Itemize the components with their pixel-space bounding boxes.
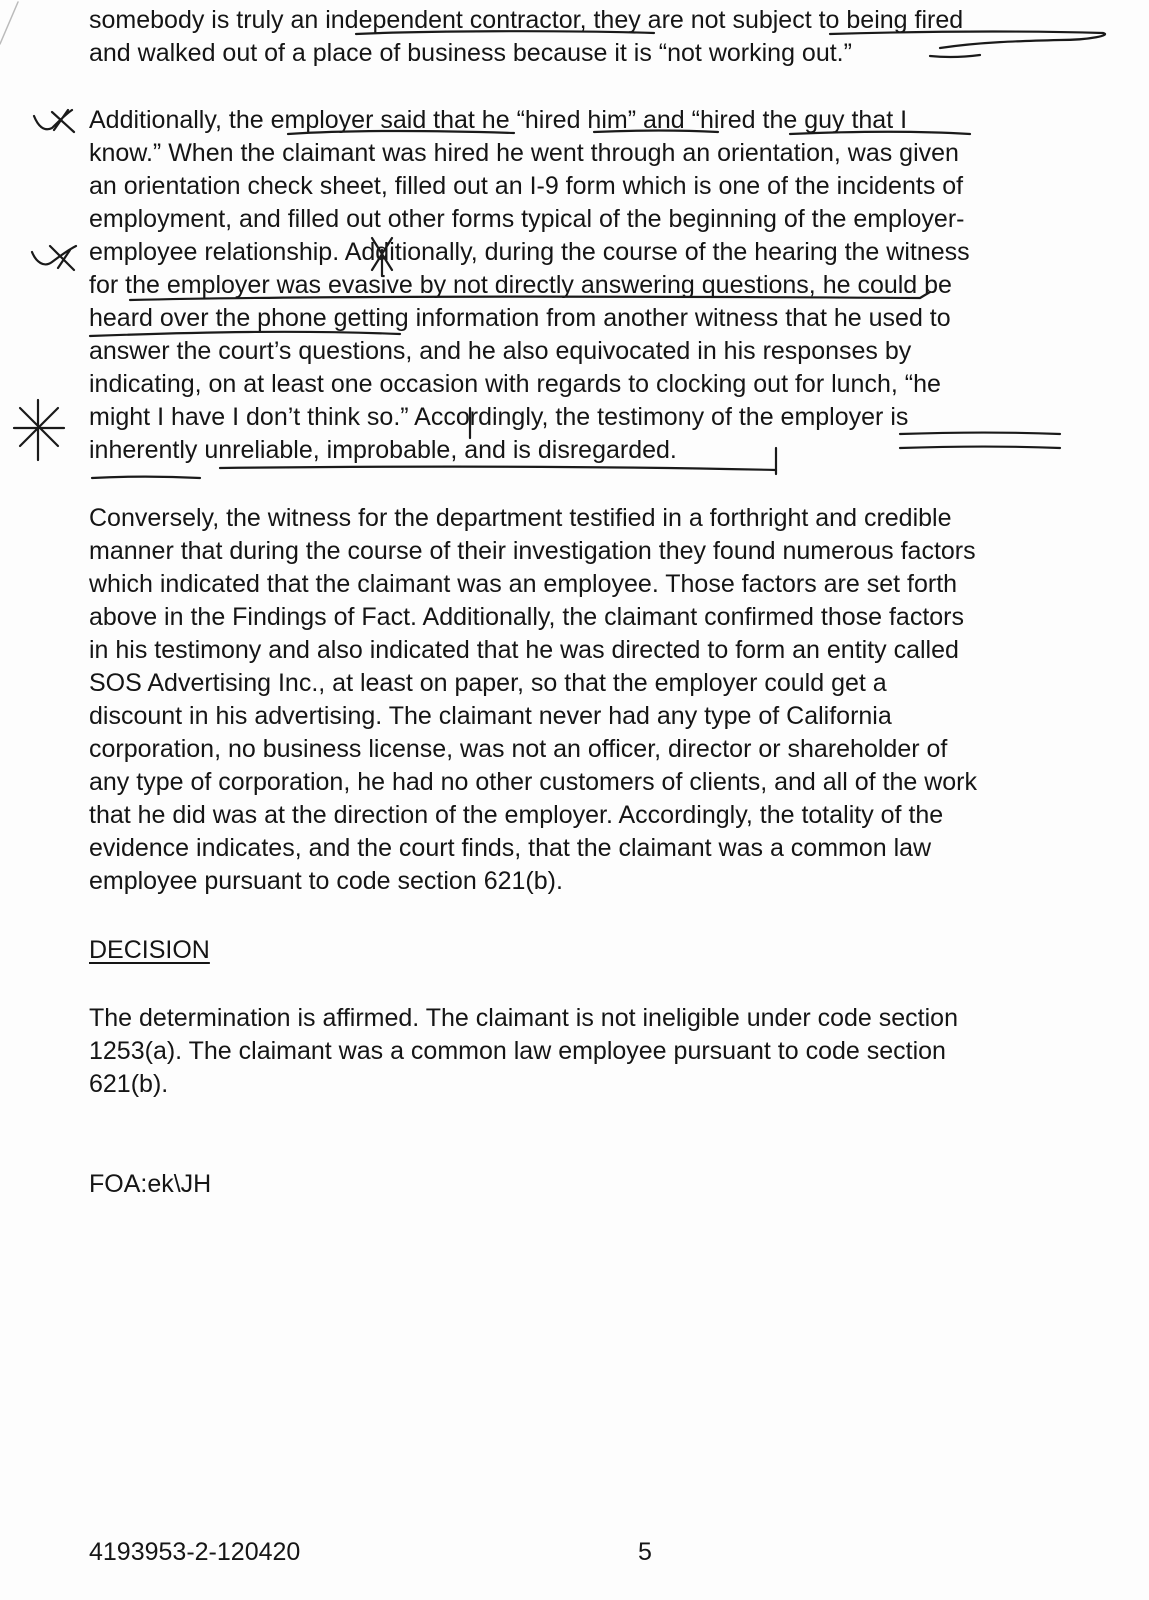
typist-initials: FOA:ek\JH	[89, 1170, 212, 1198]
underline-not-working-out	[930, 55, 980, 57]
text-line: answer the court’s questions, and he also equivocated in his responses by	[89, 337, 912, 365]
text-line: indicating, on at least one occasion with regards to clocking out for lunch, “he	[89, 370, 941, 398]
text-line: evidence indicates, and the court finds, that the claimant was a common law	[89, 834, 932, 862]
case-number: 4193953-2-120420	[89, 1538, 301, 1566]
page-number: 5	[638, 1538, 652, 1566]
text-line: heard over the phone getting information from another witness that he used to	[89, 304, 951, 332]
text-line: manner that during the course of their investigation they found numerous factors	[89, 537, 976, 565]
text-line: might I have I don’t think so.” Accordingly, the testimony of the employer is	[89, 403, 909, 431]
text-line: which indicated that the claimant was an employee. Those factors are set forth	[89, 570, 958, 598]
underline-employer-is-tail	[900, 447, 1060, 449]
text-line: employment, and filled out other forms typical of the beginning of the employer-	[89, 205, 965, 233]
text-line: an orientation check sheet, filled out an I-9 form which is one of the incidents of	[89, 172, 964, 200]
text-line: somebody is truly an independent contractor, they are not subject to being fired	[89, 6, 964, 34]
text-line: employee pursuant to code section 621(b).	[89, 867, 563, 895]
text-line: 1253(a). The claimant was a common law employee pursuant to code section	[89, 1037, 946, 1065]
underline-employer-is	[900, 433, 1060, 435]
page-corner-edge	[0, 2, 18, 44]
text-line: employee relationship. Additionally, during the course of the hearing the witness	[89, 238, 970, 266]
margin-check-mark	[34, 110, 74, 132]
text-line: know.” When the claimant was hired he went through an orientation, was given	[89, 139, 959, 167]
text-line: for the employer was evasive by not directly answering questions, he could be	[89, 271, 952, 299]
text-line: above in the Findings of Fact. Additionally, the claimant confirmed those factors	[89, 603, 964, 631]
text-line: inherently unreliable, improbable, and is disregarded.	[89, 436, 677, 464]
text-line: 621(b).	[89, 1070, 169, 1098]
underline-unreliable	[220, 467, 776, 470]
margin-x-mark	[32, 246, 76, 270]
text-line: discount in his advertising. The claimant never had any type of California	[89, 702, 892, 730]
decision-heading: DECISION	[89, 936, 210, 964]
text-line: in his testimony and also indicated that he was directed to form an entity called	[89, 636, 959, 664]
text-line: and walked out of a place of business because it is “not working out.”	[89, 39, 852, 67]
margin-asterisk	[14, 400, 64, 460]
text-line: The determination is affirmed. The claimant is not ineligible under code section	[89, 1004, 958, 1032]
text-line: SOS Advertising Inc., at least on paper, so that the employer could get a	[89, 669, 887, 697]
text-line: corporation, no business license, was not an officer, director or shareholder of	[89, 735, 948, 763]
text-line: any type of corporation, he had no other customers of clients, and all of the work	[89, 768, 978, 796]
text-line: Conversely, the witness for the department testified in a forthright and credible	[89, 504, 952, 532]
text-line: Additionally, the employer said that he “hired him” and “hired the guy that I	[89, 106, 908, 134]
underline-inherently	[92, 477, 200, 479]
text-line: that he did was at the direction of the employer. Accordingly, the totality of the	[89, 801, 944, 829]
